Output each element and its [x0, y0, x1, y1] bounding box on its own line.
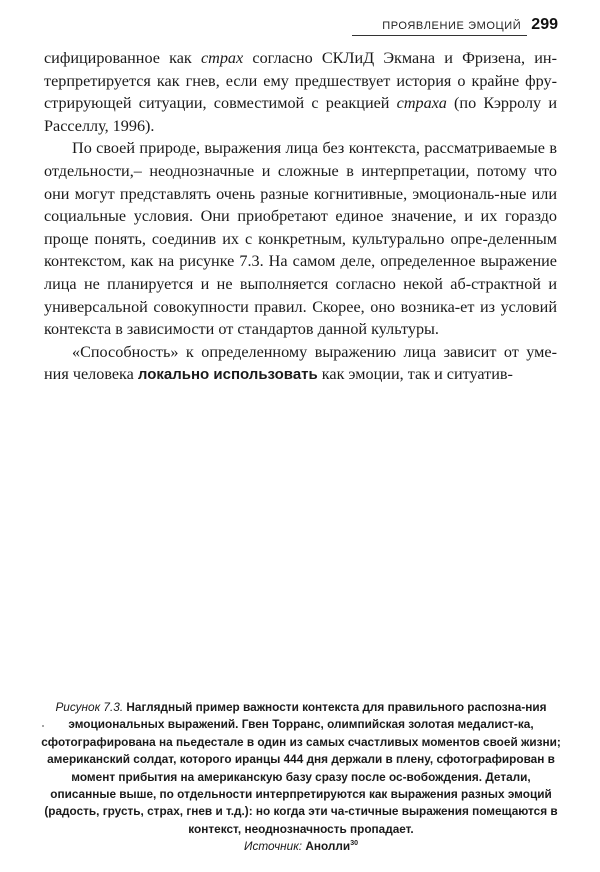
paragraph-3 [44, 341, 557, 387]
caption-source-ref: 30 [350, 840, 358, 848]
p3-text-2: как эмоции, так и ситуатив- [317, 365, 513, 384]
body-text [44, 47, 557, 387]
p1-emphasis-1: страх [200, 49, 244, 67]
page-number: 299 [531, 16, 558, 33]
p1-text-3: (по Кэрролу и Расселлу, 1996). [44, 94, 557, 135]
running-head [382, 16, 558, 34]
paragraph-2: По своей природе, выражения лица без контекста, рассматриваемые в отдельности,– неоднозначные и сложные в интерпретации, потому что они могут представлять очень разные когнитивные, эмоциональ-ные или социальные условия. Они приобретают единое значение, и их гораздо проще понять, соединив их с конкретным, культурально опре-деленным контекстом, как на рисунке 7.3. На самом деле, определенное выражение лица не планируется и не выполняется согласно некой аб-страктной и универсальной совокупности правил. Скорее, оно возника-ет из условий контекста в зависимости от стандартов данной культуры. [44, 139, 557, 339]
p3-text-1: «Способность» к определенному выражению лица зависит от уме-ния человека [44, 342, 557, 384]
caption-label: Рисунок 7.3. [55, 700, 124, 714]
caption-source-label: Источник: [244, 839, 303, 854]
p1-emphasis-2: страха [396, 94, 447, 113]
caption-source-name: Анолли [305, 839, 351, 854]
figure-caption [40, 699, 562, 856]
p1-text-1: сифицированное как [44, 49, 201, 67]
running-title: ПРОЯВЛЕНИЕ ЭМОЦИЙ [382, 20, 522, 32]
caption-text: Наглядный пример важности контекста для правильного распозна-ния эмоциональных выражений. Гвен Торранс, олимпийская золотая медалист-ка, сфотографирована на пьедестале в один из самых счастливых моментов своей жизни; американский солдат, которого иранцы 444 дня держали в плену, сфотографирован в момент прибытия на американскую базу сразу после ос-вобождения. Детали, описанные выше, по отдельности интерпретируются как выражения разных эмоций (радость, грусть, страх, гнев и т.д.): но когда эти ча-стичные выражения помещаются в контекст, неоднозначность пропадает. [41, 700, 561, 836]
paragraph-1 [44, 47, 557, 137]
p1-text-2: согласно СКЛиД Экмана и Фризена, ин-терпретируется как гнев, если ему предшествует история о крайне фру-стрирующей ситуации, совместимой с реакцией [44, 49, 557, 113]
header-rule [352, 35, 527, 36]
p3-bold-1: локально использовать [137, 366, 318, 384]
